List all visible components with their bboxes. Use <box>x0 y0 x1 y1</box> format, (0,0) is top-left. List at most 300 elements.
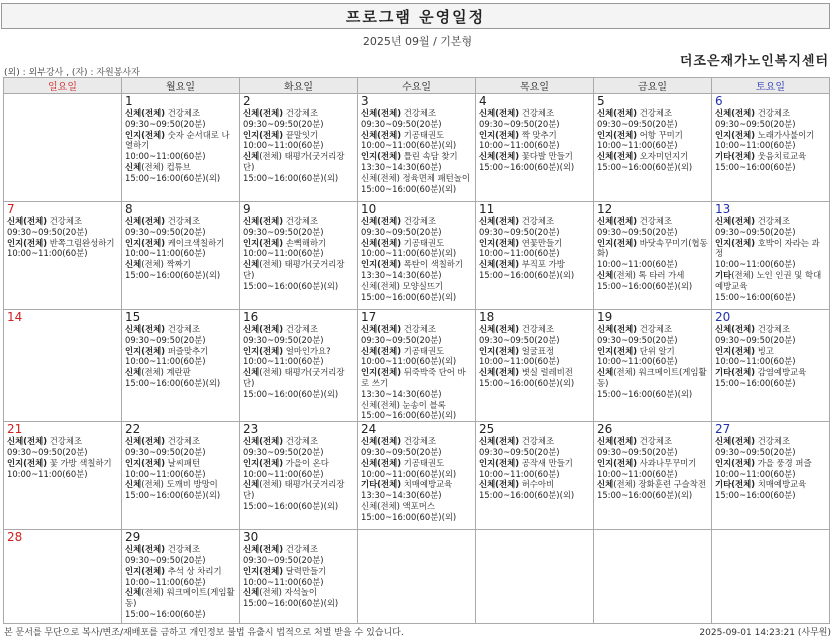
schedule-entry <box>361 501 473 512</box>
entry-text: 10:00~11:00(60분) <box>243 248 324 259</box>
schedule-entry <box>715 162 827 173</box>
entry-text: 건강체조 <box>401 436 437 447</box>
entry-text: 감염예방교육 <box>755 367 807 378</box>
legend-note: (외) : 외부강사 , (자) : 자원봉사자 <box>4 68 140 78</box>
calendar-day-cell <box>476 422 594 530</box>
entry-category: 신체 <box>125 259 142 270</box>
calendar-day-cell <box>240 202 358 310</box>
entry-category: 인지(전체) <box>597 129 638 140</box>
entry-category: 인지(전체) <box>361 151 402 162</box>
entry-text: 틀린 속담 찾기 <box>401 151 458 162</box>
schedule-entry <box>243 108 355 119</box>
entry-category: 인지(전체) <box>479 129 520 140</box>
schedule-entry <box>361 119 473 130</box>
document-title-text: 프로그램 운영일정 <box>345 7 486 26</box>
entry-text: 건강체조 <box>755 216 791 226</box>
entry-category: 기타(전체) <box>715 367 756 378</box>
weekday-header-thu: 목요일 <box>476 78 594 94</box>
entry-text: 13:30~14:30(60분) <box>361 269 442 280</box>
entry-category: 신체 <box>243 151 260 162</box>
schedule-entry <box>361 227 473 238</box>
schedule-entry <box>7 238 119 249</box>
entry-text: 10:00~11:00(60분) <box>479 248 560 259</box>
entry-text: 09:30~09:50(20분) <box>7 446 88 457</box>
calendar-week-row <box>4 530 830 624</box>
entry-text: 09:30~09:50(20분) <box>715 226 796 237</box>
entry-category: 인지(전체) <box>479 345 520 356</box>
entry-category: 신체(전체) <box>361 324 402 334</box>
schedule-entry <box>125 458 237 469</box>
entry-text: 09:30~09:50(20분) <box>243 446 324 457</box>
entry-text: 10:00~11:00(60분) <box>479 468 560 479</box>
day-number: 29 <box>125 530 141 545</box>
calendar-day-cell <box>4 530 122 624</box>
entry-text: 건강체조 <box>401 324 437 334</box>
day-number: 15 <box>125 310 141 324</box>
day-number: 24 <box>361 422 377 437</box>
entry-text: 15:00~16:00(60분) <box>715 377 796 388</box>
entry-text: 달력만들기 <box>283 565 327 576</box>
schedule-entry <box>479 140 591 151</box>
schedule-entry <box>243 436 355 447</box>
entry-category: 신체(전체) <box>243 108 284 118</box>
schedule-entry <box>243 458 355 469</box>
entry-text: 10:00~11:00(60분) <box>715 468 796 479</box>
schedule-entry <box>597 259 709 270</box>
schedule-entry <box>125 378 237 389</box>
entry-text: 꽃다발 만들기 <box>519 151 573 162</box>
schedule-entry <box>125 151 237 162</box>
entry-category: 신체(전체) <box>125 436 166 447</box>
schedule-entry <box>597 130 709 141</box>
entry-text: 10:00~11:00(60분) <box>243 576 324 587</box>
day-number: 23 <box>243 422 259 437</box>
calendar-day-cell <box>240 94 358 202</box>
schedule-entry <box>715 227 827 238</box>
entry-text: 10:00~11:00(60분) <box>597 356 678 367</box>
schedule-entry <box>715 458 827 469</box>
schedule-entry <box>597 270 709 281</box>
entry-category: 인지(전체) <box>243 237 284 248</box>
entry-text: 10:00~11:00(60분) <box>125 248 206 259</box>
schedule-entry <box>7 227 119 238</box>
entry-category: 인지(전체) <box>125 457 166 468</box>
entry-category: 신체(전체) <box>361 108 402 118</box>
day-number: 12 <box>597 202 613 216</box>
entry-category: 신체 <box>125 161 142 172</box>
entry-category: 신체(전체) <box>479 151 520 162</box>
schedule-entry <box>125 609 237 620</box>
day-number: 9 <box>243 202 251 216</box>
entry-text: 연꽃만들기 <box>519 237 563 248</box>
entry-text: 건강체조 <box>637 436 673 447</box>
day-number: 2 <box>243 94 251 108</box>
entry-category: 신체(전체) <box>479 436 520 447</box>
entry-text: 부직포 가방 <box>519 259 565 270</box>
entry-category: 신체(전체) <box>597 108 638 118</box>
entry-text: (전체) 장화훈련 구슬착전 <box>613 479 706 490</box>
entry-category: 신체(전체) <box>361 457 402 468</box>
schedule-entry <box>479 270 591 281</box>
schedule-entry <box>479 259 591 270</box>
schedule-entry <box>715 447 827 458</box>
schedule-entry <box>715 490 827 501</box>
schedule-entry <box>597 119 709 130</box>
entry-category: 신체 <box>125 367 142 378</box>
entry-category: 신체 <box>243 259 260 270</box>
schedule-entry <box>479 216 591 227</box>
footer-print-info <box>699 625 831 638</box>
entry-text: 추석 상 차리기 <box>165 565 222 576</box>
calendar-day-cell <box>4 202 122 310</box>
schedule-entry <box>243 216 355 227</box>
schedule-entry <box>361 389 473 400</box>
schedule-entry <box>715 378 827 389</box>
entry-category: 신체(전체) <box>715 324 756 334</box>
entry-text: 10:00~11:00(60분) <box>479 356 560 367</box>
entry-text: 짝 맞추기 <box>519 129 557 140</box>
entry-text: 신체(전체) 정육면체 패턴놀이15:00~16:00(60분)(외) <box>361 172 470 194</box>
schedule-entry <box>715 356 827 367</box>
schedule-entry <box>479 436 591 447</box>
schedule-entry <box>715 259 827 270</box>
day-number: 10 <box>361 202 377 216</box>
calendar-day-cell <box>594 94 712 202</box>
schedule-entry <box>7 469 119 480</box>
entry-text: 15:00~16:00(60분)(외) <box>361 410 457 421</box>
schedule-entry <box>125 324 237 335</box>
entry-text: 15:00~16:00(60분)(외) <box>125 490 221 501</box>
entry-text: 건강체조 <box>519 324 555 334</box>
entry-text: 13:30~14:30(60분) <box>361 388 442 399</box>
schedule-entry <box>597 281 709 292</box>
entry-category: 신체(전체) <box>715 436 756 447</box>
entry-category: 신체 <box>597 479 614 490</box>
weekday-header-fri: 금요일 <box>594 78 712 94</box>
schedule-entry <box>597 436 709 447</box>
entry-text: 15:00~16:00(60분)(외) <box>243 598 339 609</box>
entry-category: 인지(전체) <box>125 237 166 248</box>
entry-text: (전체) 노인 인권 및 학대예방교육 <box>715 269 822 291</box>
schedule-entry <box>243 389 355 400</box>
schedule-entry <box>597 458 709 469</box>
entry-category: 인지(전체) <box>479 457 520 468</box>
entry-text: 건강체조 <box>283 324 319 334</box>
entry-text: 09:30~09:50(20분) <box>243 554 324 565</box>
calendar-day-cell <box>122 202 240 310</box>
entry-category: 인지(전체) <box>597 237 638 248</box>
entry-text: 15:00~16:00(60분)(외) <box>597 490 693 501</box>
schedule-entry <box>243 346 355 357</box>
calendar-day-cell <box>4 310 122 422</box>
schedule-entry <box>243 577 355 588</box>
entry-text: 15:00~16:00(60분) <box>715 161 796 172</box>
schedule-entry <box>243 566 355 577</box>
day-number: 14 <box>7 310 23 324</box>
entry-text: 케이크색칠하기 <box>165 237 225 248</box>
schedule-entry <box>243 501 355 512</box>
schedule-entry <box>243 544 355 555</box>
entry-text: 10:00~11:00(60분) <box>7 468 88 479</box>
entry-text: 15:00~16:00(60분)(외) <box>479 269 575 280</box>
entry-text: 10:00~11:00(60분) <box>715 259 796 270</box>
schedule-entry <box>125 469 237 480</box>
schedule-entry <box>479 227 591 238</box>
calendar-day-cell <box>240 310 358 422</box>
organization-name: 더조은재가노인복지센터 <box>679 54 829 69</box>
entry-category: 신체(전체) <box>243 324 284 334</box>
schedule-entry <box>361 108 473 119</box>
day-number: 16 <box>243 310 259 324</box>
entry-category: 인지(전체) <box>715 237 756 248</box>
schedule-entry <box>361 324 473 335</box>
weekday-header-mon: 월요일 <box>122 78 240 94</box>
schedule-entry <box>479 119 591 130</box>
schedule-entry <box>125 162 237 173</box>
day-number: 26 <box>597 422 613 437</box>
entry-text: 15:00~16:00(60분) <box>715 490 796 501</box>
entry-category: 기타 <box>715 269 732 280</box>
calendar-day-cell <box>240 530 358 624</box>
entry-text: 뒤죽박죽 단어 바로 쓰기 <box>361 367 466 388</box>
entry-category: 신체(전체) <box>243 216 284 226</box>
entry-text: 15:00~16:00(60분)(외) <box>361 291 457 302</box>
schedule-entry <box>479 356 591 367</box>
schedule-entry <box>597 108 709 119</box>
schedule-entry <box>125 216 237 227</box>
schedule-entry <box>243 469 355 480</box>
schedule-entry <box>125 577 237 588</box>
schedule-entry <box>125 346 237 357</box>
entry-text: 09:30~09:50(20분) <box>125 226 206 237</box>
schedule-entry <box>479 248 591 259</box>
entry-text: 10:00~11:00(60분) <box>125 468 206 479</box>
entry-text: 10:00~11:00(60분) <box>7 248 88 259</box>
entry-text: 건강체조 <box>47 436 83 447</box>
entry-text: 얼마인가요? <box>283 345 331 356</box>
entry-text: 10:00~11:00(60분) <box>479 140 560 151</box>
entry-text: 15:00~16:00(60분)(외) <box>125 377 221 388</box>
entry-category: 신체 <box>243 367 260 378</box>
entry-text: 건강체조 <box>755 108 791 118</box>
calendar-day-cell <box>594 530 712 624</box>
entry-text: 09:30~09:50(20분) <box>361 118 442 129</box>
schedule-entry <box>479 324 591 335</box>
entry-text: (전체) 태평가(굿거리장단) <box>243 367 345 388</box>
entry-category: 신체(전체) <box>479 259 520 270</box>
entry-text: 호박이 자라는 과정 <box>715 237 820 259</box>
calendar-body <box>4 94 830 624</box>
schedule-entry <box>715 436 827 447</box>
entry-category: 인지(전체) <box>243 129 284 140</box>
entry-category: 인지(전체) <box>125 129 166 140</box>
entry-text: 15:00~16:00(60분)(외) <box>243 500 339 511</box>
schedule-entry <box>361 238 473 249</box>
entry-text: 10:00~11:00(60분)(외) <box>361 468 457 479</box>
entry-text: (전체) 자석놀이 <box>259 587 317 598</box>
calendar-day-cell <box>358 310 476 422</box>
entry-text: 숫자 순서대로 나열하기 <box>125 129 230 151</box>
schedule-entry <box>715 324 827 335</box>
schedule-entry <box>479 108 591 119</box>
schedule-entry <box>361 490 473 501</box>
entry-text: 건강체조 <box>165 216 201 226</box>
schedule-entry <box>479 162 591 173</box>
schedule-entry <box>361 469 473 480</box>
entry-category: 인지(전체) <box>125 565 166 576</box>
weekday-header-row <box>4 78 830 94</box>
calendar-day-cell <box>122 422 240 530</box>
entry-text: 10:00~11:00(60분)(외) <box>361 140 457 151</box>
schedule-entry <box>597 447 709 458</box>
schedule-entry <box>361 400 473 411</box>
day-number: 17 <box>361 310 377 324</box>
entry-text: 09:30~09:50(20분) <box>597 334 678 345</box>
entry-text: 건강체조 <box>47 216 83 226</box>
entry-text: 건강체조 <box>283 544 319 555</box>
entry-text: 공작새 만들기 <box>519 457 573 468</box>
schedule-entry <box>361 216 473 227</box>
entry-category: 인지(전체) <box>361 259 402 270</box>
entry-category: 기타(전체) <box>361 479 402 490</box>
schedule-entry <box>715 119 827 130</box>
entry-category: 인지(전체) <box>479 237 520 248</box>
schedule-entry <box>125 108 237 119</box>
schedule-entry <box>715 216 827 227</box>
entry-text: 09:30~09:50(20분) <box>597 226 678 237</box>
entry-text: (전체) 계란판 <box>141 367 191 378</box>
day-number: 20 <box>715 310 731 324</box>
schedule-entry <box>361 292 473 303</box>
schedule-entry <box>243 555 355 566</box>
schedule-entry <box>125 227 237 238</box>
schedule-entry <box>597 238 709 260</box>
schedule-entry <box>361 281 473 292</box>
schedule-entry <box>479 469 591 480</box>
entry-text: 웃음치료교육 <box>755 151 807 162</box>
entry-category: 기타(전체) <box>715 151 756 162</box>
entry-text: 빙고 <box>755 345 774 356</box>
entry-text: 09:30~09:50(20분) <box>597 446 678 457</box>
day-number: 3 <box>361 94 369 108</box>
entry-text: 10:00~11:00(60분) <box>715 356 796 367</box>
schedule-entry <box>361 140 473 151</box>
entry-text: 오자미던지기 <box>637 151 689 162</box>
entry-text: 치매예방교육 <box>401 479 453 490</box>
entry-text: 신체(전체) 눈송이 블록 <box>361 399 446 410</box>
schedule-entry <box>597 469 709 480</box>
entry-text: 10:00~11:00(60분) <box>243 140 324 151</box>
entry-text: (전체) 워크메이트(게임활동) <box>597 367 707 388</box>
calendar-day-cell <box>476 94 594 202</box>
schedule-entry <box>597 140 709 151</box>
calendar-week-row <box>4 422 830 530</box>
schedule-entry <box>361 270 473 281</box>
calendar-day-cell <box>358 202 476 310</box>
entry-text: 폭탄이 색칠하기 <box>401 259 463 270</box>
schedule-entry <box>125 447 237 458</box>
weekday-header-sat: 토요일 <box>712 78 830 94</box>
entry-category: 신체(전체) <box>361 216 402 226</box>
schedule-entry <box>7 248 119 259</box>
entry-text: 09:30~09:50(20분) <box>597 118 678 129</box>
entry-text: 건강체조 <box>283 436 319 447</box>
schedule-entry <box>125 119 237 130</box>
entry-text: 끝말잇기 <box>283 129 319 140</box>
schedule-entry <box>125 436 237 447</box>
entry-text: 10:00~11:00(60분) <box>125 356 206 367</box>
day-number: 4 <box>479 94 487 108</box>
entry-text: 10:00~11:00(60분) <box>125 576 206 587</box>
entry-text: 09:30~09:50(20분) <box>125 446 206 457</box>
entry-category: 신체 <box>597 367 614 378</box>
calendar-week-row <box>4 94 830 202</box>
entry-text: 09:30~09:50(20분) <box>125 118 206 129</box>
entry-text: 바닷속꾸미기(협동화) <box>597 237 708 259</box>
entry-category: 인지(전체) <box>715 129 756 140</box>
schedule-entry <box>715 367 827 378</box>
schedule-entry <box>597 346 709 357</box>
day-number: 25 <box>479 422 495 437</box>
calendar-week-row <box>4 310 830 422</box>
day-number: 27 <box>715 422 731 437</box>
entry-text: 기공태권도 <box>401 345 445 356</box>
entry-text: 09:30~09:50(20분) <box>479 446 560 457</box>
entry-category: 신체(전체) <box>243 436 284 447</box>
schedule-entry <box>479 238 591 249</box>
calendar-day-cell <box>358 94 476 202</box>
schedule-entry <box>361 335 473 346</box>
schedule-entry <box>243 335 355 346</box>
entry-text: 15:00~16:00(60분)(외) <box>597 161 693 172</box>
schedule-entry <box>361 259 473 270</box>
entry-text: 사과나무꾸미기 <box>637 457 697 468</box>
schedule-entry <box>479 130 591 141</box>
schedule-entry <box>597 479 709 490</box>
schedule-entry <box>479 151 591 162</box>
entry-text: 15:00~16:00(60분) <box>125 608 206 619</box>
entry-text: 10:00~11:00(60분) <box>597 140 678 151</box>
entry-category: 신체(전체) <box>125 108 166 118</box>
calendar-day-cell <box>122 530 240 624</box>
schedule-entry <box>597 162 709 173</box>
schedule-entry <box>479 447 591 458</box>
schedule-entry <box>243 259 355 281</box>
entry-category: 신체(전체) <box>125 324 166 334</box>
entry-text: 10:00~11:00(60분)(외) <box>361 356 457 367</box>
entry-text: 09:30~09:50(20분) <box>243 226 324 237</box>
entry-text: 신체(전체) 액포머스 <box>361 500 435 511</box>
schedule-entry <box>243 119 355 130</box>
schedule-entry <box>125 566 237 577</box>
calendar-day-cell <box>122 94 240 202</box>
entry-text: 15:00~16:00(60분)(외) <box>479 161 575 172</box>
entry-category: 신체(전체) <box>479 479 520 490</box>
entry-text: 건강체조 <box>165 436 201 447</box>
entry-text: 15:00~16:00(60분)(외) <box>125 172 221 183</box>
calendar-day-cell <box>4 94 122 202</box>
schedule-entry <box>125 130 237 152</box>
day-number: 22 <box>125 422 141 437</box>
entry-text: (전체) 태평가(굿거리장단) <box>243 259 345 280</box>
entry-text: 신체(전체) 모양실뜨기 <box>361 280 444 291</box>
schedule-entry <box>361 162 473 173</box>
schedule-entry <box>479 378 591 389</box>
calendar-day-cell <box>122 310 240 422</box>
entry-text: (전체) 짝짜기 <box>141 259 191 270</box>
entry-text: 허수아비 <box>519 479 555 490</box>
schedule-entry <box>243 598 355 609</box>
